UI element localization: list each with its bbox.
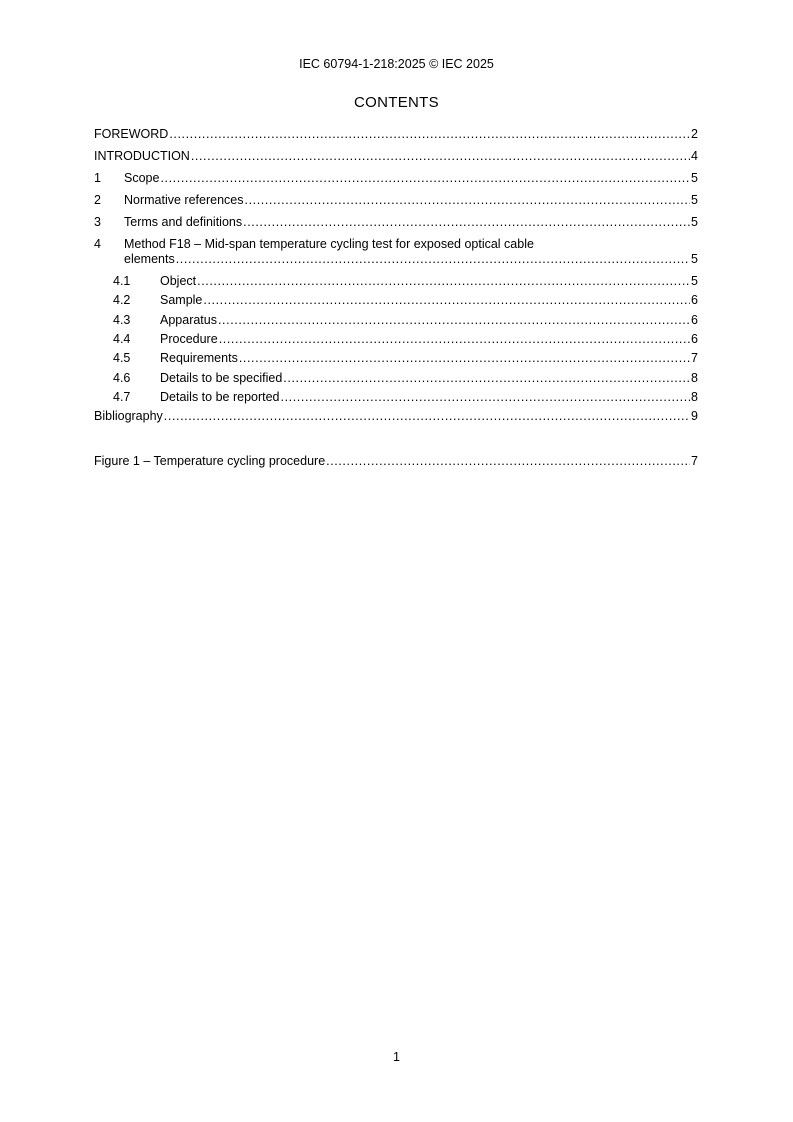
toc-entry-number: 4.6	[113, 371, 131, 385]
toc-entry-requirements[interactable]	[94, 350, 698, 366]
toc-entry-label: elements	[124, 252, 175, 266]
toc-entry-sample[interactable]	[94, 292, 698, 308]
toc-leader-dots	[243, 214, 690, 230]
toc-entry-label: Object	[160, 274, 197, 288]
toc-entry-apparatus[interactable]	[94, 312, 698, 328]
toc-leader-dots	[164, 408, 690, 424]
toc-entry-number: 4.4	[113, 332, 131, 346]
toc-entry-number: 4.7	[113, 390, 131, 404]
toc-entry-page: 5	[691, 193, 698, 207]
toc-entry-terms-definitions[interactable]	[94, 214, 698, 230]
toc-entry-page: 6	[691, 332, 698, 346]
toc-entry-introduction[interactable]	[94, 148, 698, 164]
toc-leader-dots	[245, 192, 691, 208]
toc-entry-number: 2	[94, 193, 101, 207]
toc-leader-dots	[218, 312, 690, 328]
toc-entry-label: Sample	[160, 293, 203, 307]
toc-entry-page: 5	[691, 171, 698, 185]
toc-entry-page: 8	[691, 390, 698, 404]
toc-entry-details-specified[interactable]	[94, 370, 698, 386]
toc-entry-number: 1	[94, 171, 101, 185]
toc-entry-foreword[interactable]	[94, 126, 698, 142]
toc-entry-number: 4.3	[113, 313, 131, 327]
toc-entry-page: 6	[691, 313, 698, 327]
toc-leader-dots	[160, 170, 690, 186]
toc-leader-dots	[281, 389, 691, 405]
toc-entry-page: 5	[691, 215, 698, 229]
toc-entry-label: Normative references	[124, 193, 244, 207]
toc-leader-dots	[239, 350, 690, 366]
toc-entry-normative-references[interactable]	[94, 192, 698, 208]
toc-entry-procedure[interactable]	[94, 331, 698, 347]
toc-entry-page: 5	[691, 274, 698, 288]
toc-leader-dots	[203, 292, 690, 308]
toc-leader-dots	[197, 273, 690, 289]
toc-entry-page: 2	[691, 127, 698, 141]
toc-entry-number: 4.1	[113, 274, 131, 288]
toc-leader-dots	[176, 251, 690, 267]
toc-entry-method-f18[interactable]	[94, 236, 698, 252]
toc-entry-number: 4	[94, 237, 101, 251]
page-number: 1	[393, 1050, 400, 1064]
toc-figure-entry[interactable]	[94, 453, 698, 469]
toc-leader-dots	[169, 126, 690, 142]
toc-entry-label: Apparatus	[160, 313, 217, 327]
toc-entry-label: Details to be specified	[160, 371, 283, 385]
toc-entry-label: FOREWORD	[94, 127, 169, 141]
toc-entry-details-reported[interactable]	[94, 389, 698, 405]
toc-entry-label: Requirements	[160, 351, 238, 365]
toc-leader-dots	[191, 148, 690, 164]
toc-entry-number: 3	[94, 215, 101, 229]
toc-entry-page: 4	[691, 149, 698, 163]
toc-figure-label: Figure 1 – Temperature cycling procedure	[94, 454, 326, 468]
page-title: CONTENTS	[354, 94, 439, 111]
toc-entry-bibliography[interactable]	[94, 408, 698, 424]
toc-entry-page: 6	[691, 293, 698, 307]
toc-entry-page: 7	[691, 351, 698, 365]
toc-leader-dots	[219, 331, 690, 347]
toc-entry-method-f18-continued[interactable]	[94, 251, 698, 267]
page-header: IEC 60794-1-218:2025 © IEC 2025	[299, 57, 494, 71]
toc-entry-label: INTRODUCTION	[94, 149, 190, 163]
toc-entry-page: 9	[691, 409, 698, 423]
toc-figure-page: 7	[691, 454, 698, 468]
toc-entry-label: Scope	[124, 171, 160, 185]
toc-entry-label: Method F18 – Mid-span temperature cycling test for exposed optical cable	[124, 237, 534, 251]
toc-entry-scope[interactable]	[94, 170, 698, 186]
toc-entry-page: 8	[691, 371, 698, 385]
toc-entry-number: 4.5	[113, 351, 131, 365]
toc-entry-label: Terms and definitions	[124, 215, 243, 229]
toc-entry-label: Bibliography	[94, 409, 163, 423]
toc-leader-dots	[326, 453, 690, 469]
toc-leader-dots	[283, 370, 690, 386]
toc-entry-label: Procedure	[160, 332, 218, 346]
toc-entry-object[interactable]	[94, 273, 698, 289]
toc-entry-page: 5	[691, 252, 698, 266]
toc-entry-number: 4.2	[113, 293, 131, 307]
toc-entry-label: Details to be reported	[160, 390, 280, 404]
